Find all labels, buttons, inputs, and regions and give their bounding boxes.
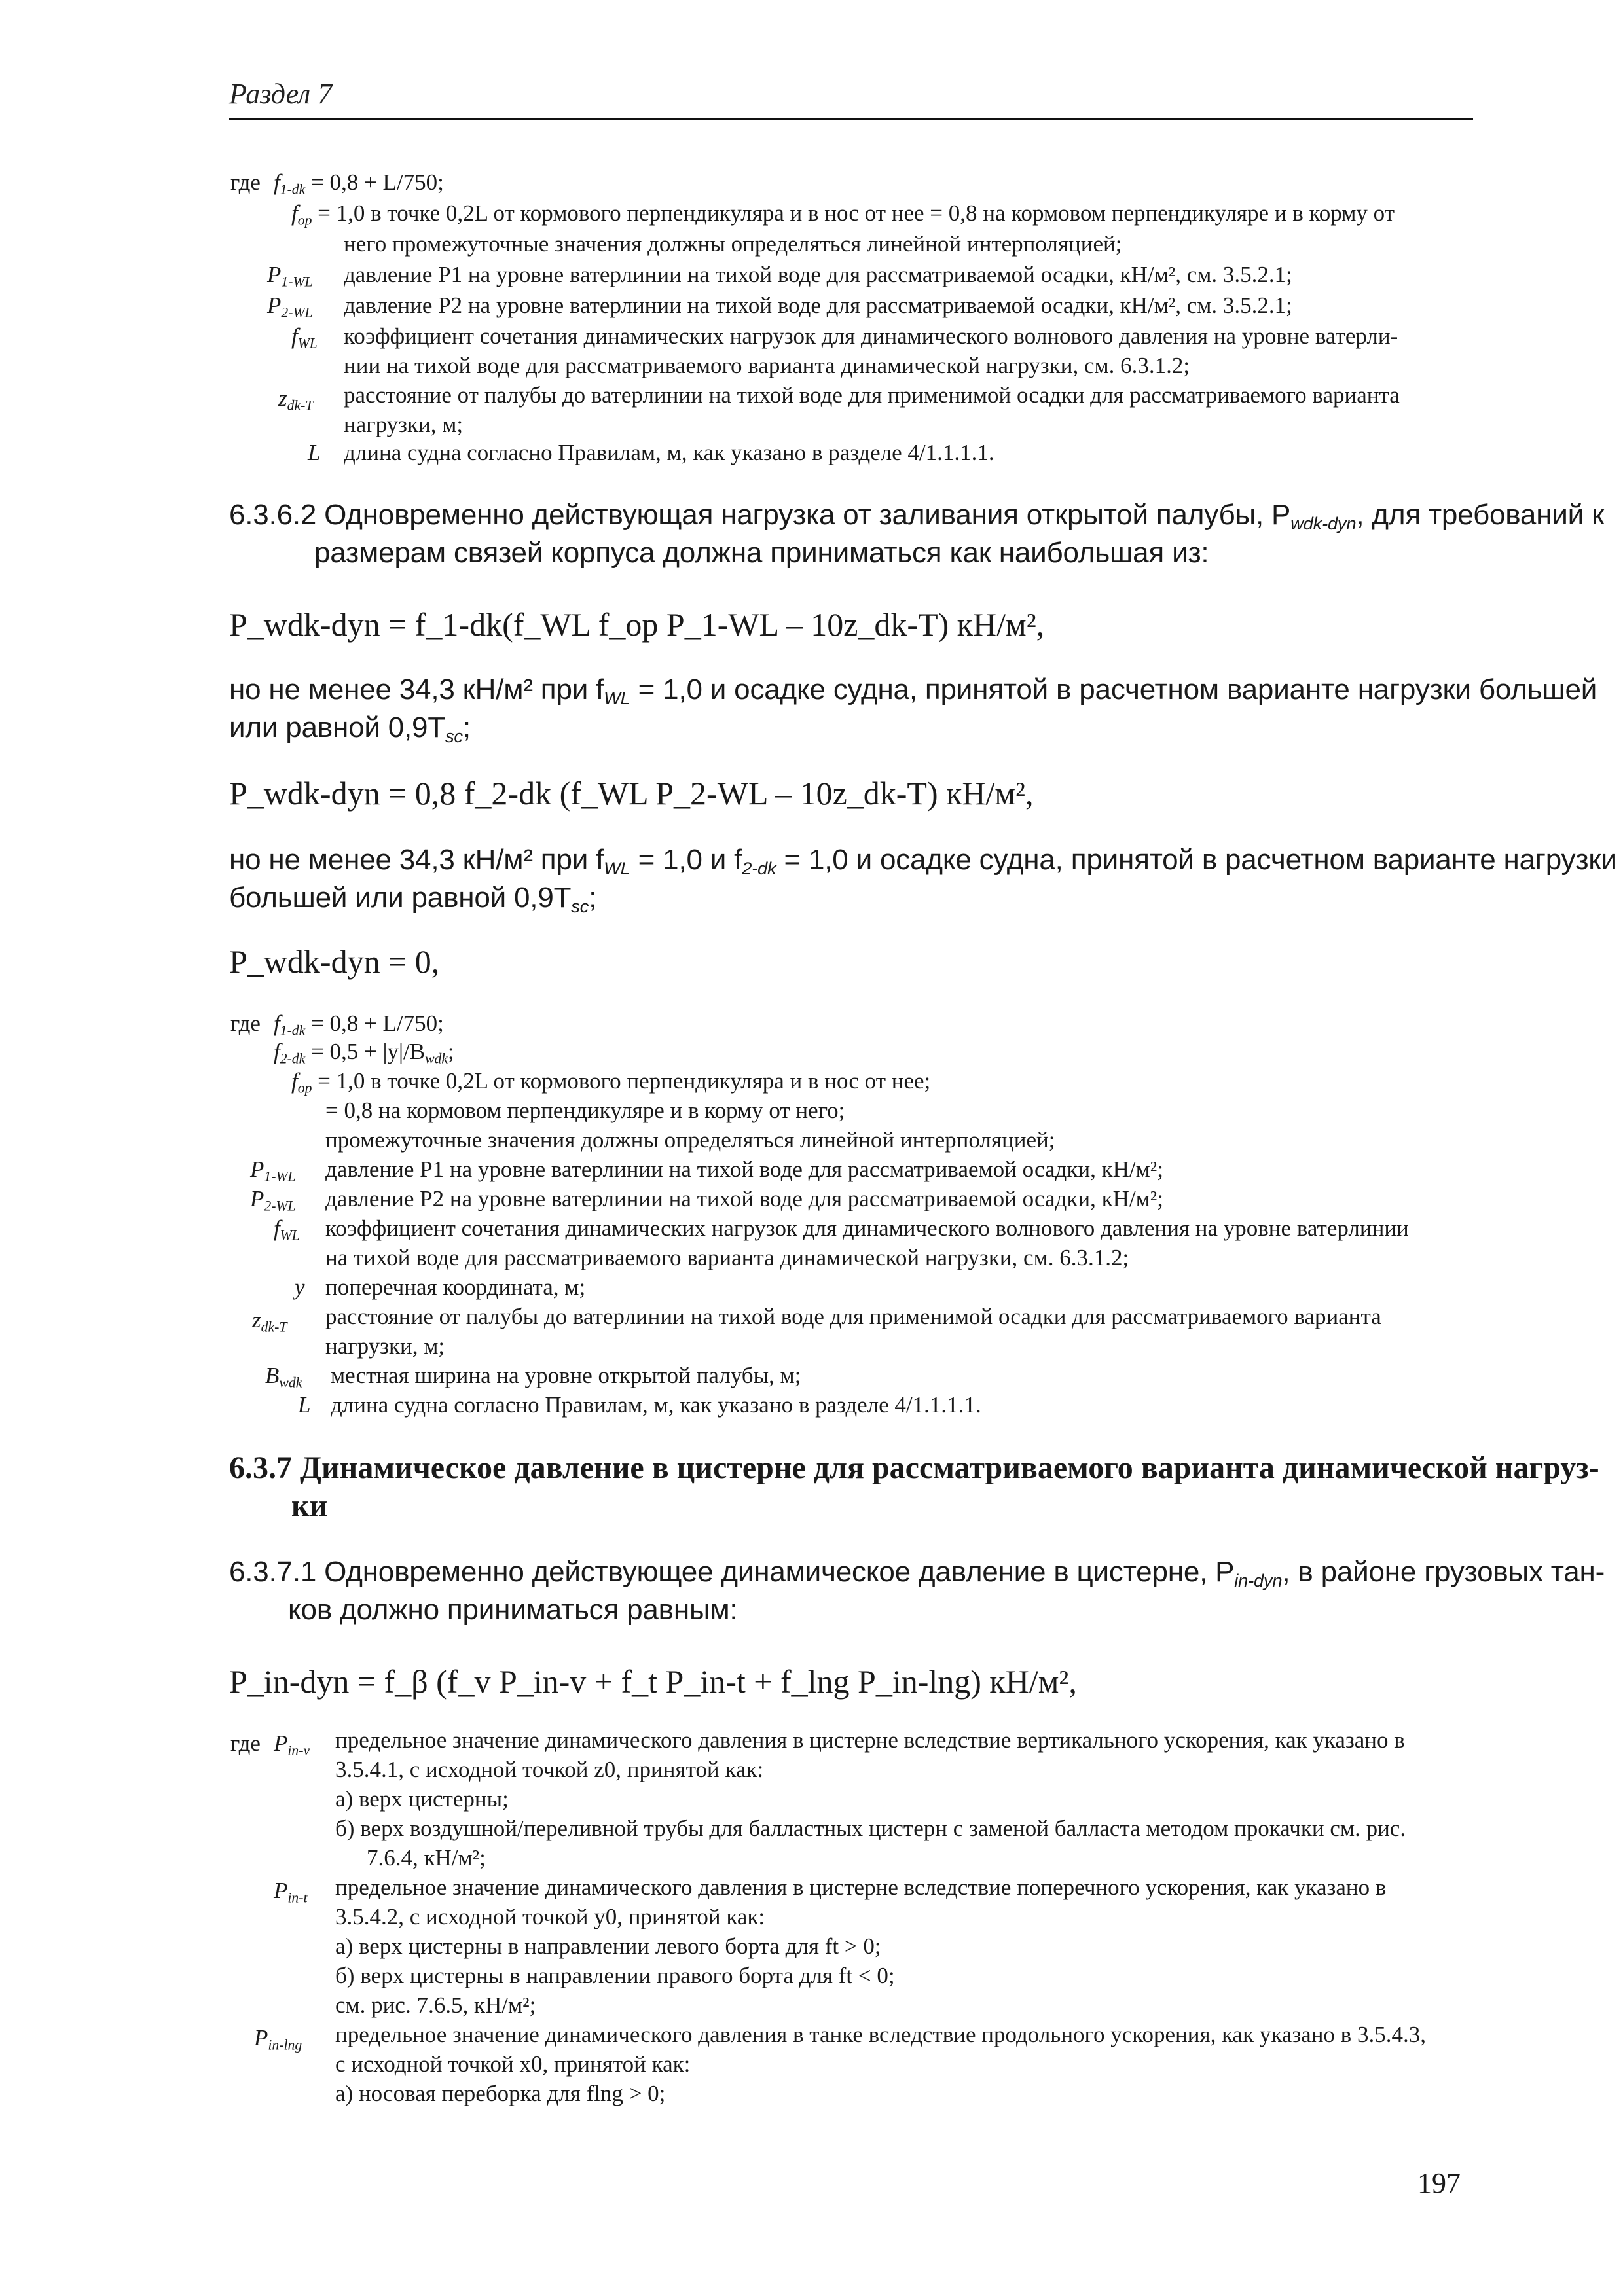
label2-y: y bbox=[295, 1274, 305, 1300]
def3-pinlng: предельное значение динамического давления в танке вследствие продольного ускорения, как указано в 3.5.4.3, bbox=[335, 2022, 1426, 2047]
def2-l: длина судна согласно Правилам, м, как указано в разделе 4/1.1.1.1. bbox=[331, 1392, 981, 1418]
header-rule bbox=[229, 118, 1473, 120]
def3-pinlng-a: а) носовая переборка для flng > 0; bbox=[335, 2081, 666, 2106]
where-label-1: где bbox=[230, 170, 261, 195]
def-zdkt: расстояние от палубы до ватерлинии на тихой воде для применимой осадки для рассматриваемого варианта bbox=[344, 382, 1400, 408]
label2-p1wl: $P_{1-WL}$ bbox=[250, 1157, 296, 1185]
def3-pint-2: 3.5.4.2, с исходной точкой y0, принятой как: bbox=[335, 1904, 765, 1929]
def3-pint: предельное значение динамического давления в цистерне вследствие поперечного ускорения, как указано в bbox=[335, 1874, 1387, 1900]
def3-pinv-b-cont: 7.6.4, кН/м²; bbox=[367, 1845, 486, 1871]
section-header: Раздел 7 bbox=[229, 78, 333, 110]
def-p2wl: давление P2 на уровне ватерлинии на тихой воде для рассматриваемой осадки, кН/м², см. 3.5.2.1; bbox=[344, 293, 1292, 318]
def3-pinv: предельное значение динамического давления в цистерне вследствие вертикального ускорения, как указано в bbox=[335, 1727, 1405, 1753]
def-zdkt-cont: нагрузки, м; bbox=[344, 412, 464, 437]
def3-pinv-a: а) верх цистерны; bbox=[335, 1786, 509, 1812]
def3-pint-b: б) верх цистерны в направлении правого борта для ft < 0; bbox=[335, 1963, 895, 1988]
def2-bwdk: местная ширина на уровне открытой палубы, м; bbox=[331, 1363, 801, 1388]
def3-pinv-b: б) верх воздушной/переливной трубы для балластных цистерн с заменой балласта методом прокачки см. рис. bbox=[335, 1816, 1406, 1841]
def2-f2dk: $f_{2-dk} = 0,5 + |y|/B_{wdk}$; bbox=[274, 1039, 454, 1067]
label2-p2wl: $P_{2-WL}$ bbox=[250, 1186, 296, 1214]
def-f1dk: $f_{1-dk} = 0,8 + L/750$; bbox=[274, 170, 444, 198]
def3-pinv-2: 3.5.4.1, с исходной точкой z0, принятой как: bbox=[335, 1757, 764, 1782]
label3-pinlng: $P_{in-lng}$ bbox=[254, 2025, 302, 2053]
def2-zdkt: расстояние от палубы до ватерлинии на тихой воде для применимой осадки для рассматриваемого варианта bbox=[325, 1304, 1381, 1329]
def-fop: $f_{op} = 1,0$ в точке 0,2L от кормового перпендикуляра и в нос от нее = 0,8 на кормовом перпендикуляре и в корму от bbox=[291, 200, 1395, 228]
label2-fwl: $f_{WL}$ bbox=[274, 1215, 300, 1244]
label2-bwdk: $B_{wdk}$ bbox=[265, 1363, 302, 1391]
label-zdkt: $z_{dk-T}$ bbox=[278, 386, 314, 414]
page-number: 197 bbox=[1417, 2167, 1461, 2199]
def3-pinlng-2: с исходной точкой x0, принятой как: bbox=[335, 2051, 691, 2077]
cond-1-line2: или равной $0,9T_{sc}$; bbox=[229, 711, 471, 747]
label3-pinv: $P_{in-v}$ bbox=[274, 1731, 310, 1759]
where-label-3: где bbox=[230, 1731, 261, 1756]
where-label-2: где bbox=[230, 1011, 261, 1036]
label-l: L bbox=[308, 440, 321, 465]
formula-1: P_wdk-dyn = f_1-dk(f_WL f_op P_1-WL – 10z_dk-T) кН/м², bbox=[229, 606, 1045, 643]
section-6-3-7-title: 6.3.7 Динамическое давление в цистерне для рассматриваемого варианта динамической нагруз- bbox=[229, 1450, 1599, 1485]
def3-pint-c: см. рис. 7.6.5, кН/м²; bbox=[335, 1992, 536, 2018]
label2-l: L bbox=[298, 1392, 311, 1418]
formula-2: P_wdk-dyn = 0,8 f_2-dk (f_WL P_2-WL – 10z_dk-T) кН/м², bbox=[229, 775, 1034, 812]
def-fop-cont: него промежуточные значения должны определяться линейной интерполяцией; bbox=[344, 231, 1122, 257]
section-6-3-7-title-cont: ки bbox=[291, 1488, 328, 1523]
para-6371-line1: 6.3.7.1 Одновременно действующее динамическое давление в цистерне, $P_{in-dyn}$, в районе грузовых тан- bbox=[229, 1556, 1605, 1591]
formula-4: P_in-dyn = f_β (f_v P_in-v + f_t P_in-t + f_lng P_in-lng) кН/м², bbox=[229, 1663, 1077, 1700]
formula-3: P_wdk-dyn = 0, bbox=[229, 943, 440, 980]
def-p1wl: давление P1 на уровне ватерлинии на тихой воде для рассматриваемой осадки, кН/м², см. 3.5.2.1; bbox=[344, 262, 1292, 287]
label-fwl: $f_{WL}$ bbox=[291, 323, 318, 351]
def2-fop: $f_{op} = 1,0$ в точке 0,2L от кормового перпендикуляра и в нос от нее; bbox=[291, 1068, 931, 1096]
def3-pint-a: а) верх цистерны в направлении левого борта для ft > 0; bbox=[335, 1933, 881, 1959]
def2-p2wl: давление P2 на уровне ватерлинии на тихой воде для рассматриваемой осадки, кН/м²; bbox=[325, 1186, 1163, 1211]
cond-1-line1: но не менее 34,3 кН/м² при $f_{WL} = 1,0$ и осадке судна, принятой в расчетном варианте нагрузки большей bbox=[229, 673, 1597, 709]
def2-p1wl: давление P1 на уровне ватерлинии на тихой воде для рассматриваемой осадки, кН/м²; bbox=[325, 1157, 1163, 1182]
label3-pint: $P_{in-t}$ bbox=[274, 1878, 308, 1906]
def-fwl-cont: нии на тихой воде для рассматриваемого варианта динамической нагрузки, см. 6.3.1.2; bbox=[344, 353, 1190, 378]
def2-zdkt-cont: нагрузки, м; bbox=[325, 1333, 445, 1359]
para-6362-line2: размерам связей корпуса должна приниматься как наибольшая из: bbox=[314, 537, 1209, 569]
def2-fop-3: промежуточные значения должны определяться линейной интерполяцией; bbox=[325, 1127, 1055, 1153]
cond-2-line2: большей или равной $0,9T_{sc}$; bbox=[229, 882, 597, 917]
label2-zdkt: $z_{dk-T}$ bbox=[252, 1307, 287, 1335]
def-fwl: коэффициент сочетания динамических нагрузок для динамического волнового давления на уровне ватерли- bbox=[344, 323, 1398, 349]
def-l: длина судна согласно Правилам, м, как указано в разделе 4/1.1.1.1. bbox=[344, 440, 994, 465]
para-6362-line1: 6.3.6.2 Одновременно действующая нагрузка от заливания открытой палубы, $P_{wdk-dyn}$, для требований к bbox=[229, 499, 1605, 534]
def2-fop-2: = 0,8 на кормовом перпендикуляре и в корму от него; bbox=[325, 1098, 845, 1123]
def2-fwl-cont: на тихой воде для рассматриваемого варианта динамической нагрузки, см. 6.3.1.2; bbox=[325, 1245, 1129, 1270]
label-p2wl: $P_{2-WL}$ bbox=[267, 293, 313, 321]
def2-y: поперечная координата, м; bbox=[325, 1274, 586, 1300]
def2-f1dk: $f_{1-dk} = 0,8 + L/750$; bbox=[274, 1011, 444, 1039]
para-6371-line2: ков должно приниматься равным: bbox=[288, 1594, 738, 1626]
label-p1wl: $P_{1-WL}$ bbox=[267, 262, 313, 290]
cond-2-line1: но не менее 34,3 кН/м² при $f_{WL} = 1,0$ и $f_{2-dk} = 1,0$ и осадке судна, принятой в расчетном варианте нагрузки bbox=[229, 844, 1617, 879]
def2-fwl: коэффициент сочетания динамических нагрузок для динамического волнового давления на уровне ватерлинии bbox=[325, 1215, 1409, 1241]
